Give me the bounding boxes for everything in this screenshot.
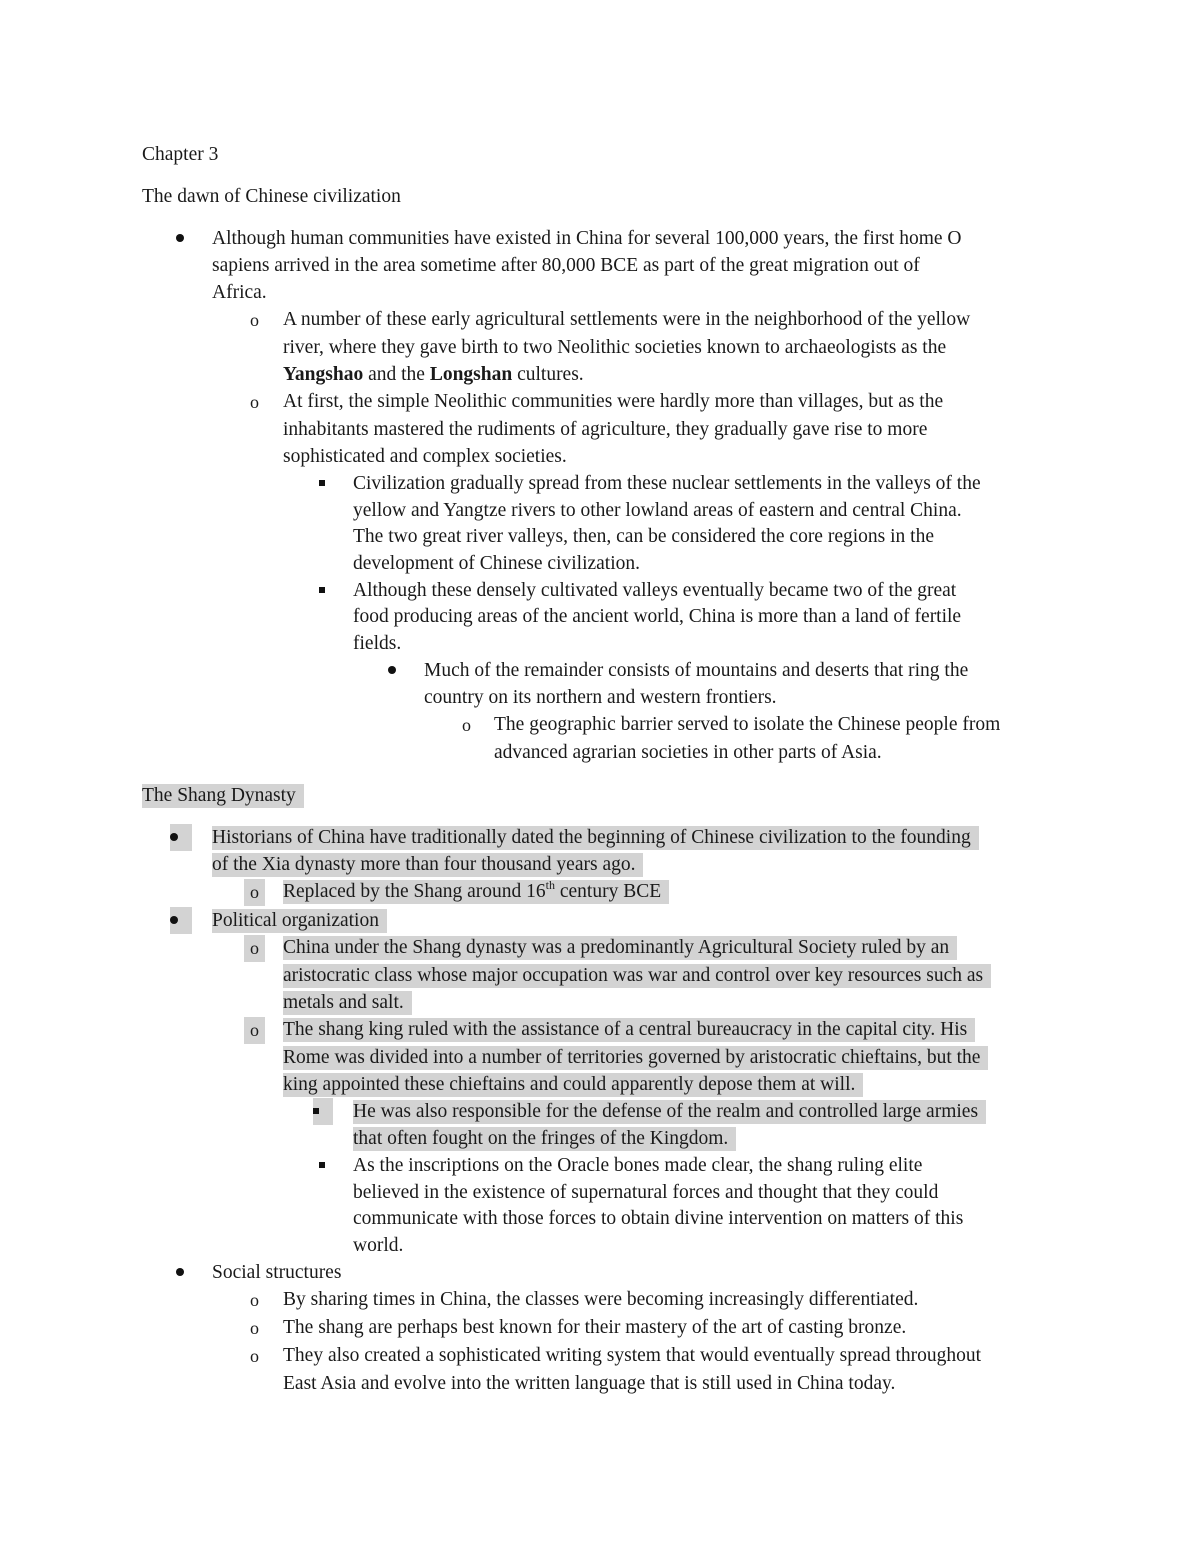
bullet-circle: o xyxy=(250,1318,259,1338)
list-item-text: The shang are perhaps best known for their mastery of the art of casting bronze. xyxy=(283,1317,907,1338)
bullet-disc xyxy=(388,657,398,684)
bullet-circle: o xyxy=(250,310,259,330)
bullet-square xyxy=(313,1098,333,1125)
list-item-text: sophisticated and complex societies. xyxy=(283,446,567,467)
list-item-text: fields. xyxy=(353,633,402,654)
list-item-text: advanced agrarian societies in other parts of Asia. xyxy=(494,742,882,763)
list-item-text: sapiens arrived in the area sometime after 80,000 BCE as part of the great migration out of xyxy=(212,255,920,276)
bullet-disc xyxy=(176,1259,186,1286)
list-item-text: Although human communities have existed in China for several 100,000 years, the first home O xyxy=(212,228,962,249)
bullet-circle: o xyxy=(250,1290,259,1310)
list-item-text: A number of these early agricultural settlements were in the neighborhood of the yellow xyxy=(283,309,971,330)
list-item-text: Although these densely cultivated valleys eventually became two of the great xyxy=(353,580,957,601)
section-title: The Shang Dynasty xyxy=(142,782,304,809)
list-item-text: Historians of China have traditionally dated the beginning of Chinese civilization to the founding xyxy=(212,824,979,851)
list-item-text: of the Xia dynasty more than four thousand years ago. xyxy=(212,851,643,878)
list-item-text: country on its northern and western frontiers. xyxy=(424,687,777,708)
bold-term: Longshan xyxy=(429,364,513,385)
bullet-square xyxy=(319,1152,327,1179)
bullet-circle: o xyxy=(244,935,265,962)
section-title: The dawn of Chinese civilization xyxy=(142,186,401,207)
list-item-text: development of Chinese civilization. xyxy=(353,553,641,574)
list-item-text: Much of the remainder consists of mountains and deserts that ring the xyxy=(424,660,969,681)
list-item-text: believed in the existence of supernatural forces and thought that they could xyxy=(353,1182,939,1203)
list-item-text: East Asia and evolve into the written language that is still used in China today. xyxy=(283,1373,896,1394)
bullet-square xyxy=(319,577,327,604)
list-item-text: He was also responsible for the defense of the realm and controlled large armies xyxy=(353,1098,986,1125)
bullet-circle: o xyxy=(250,392,259,412)
list-item-text: communicate with those forces to obtain divine intervention on matters of this xyxy=(353,1208,964,1229)
list-item-text: Political organization xyxy=(212,907,387,934)
list-item-text: yellow and Yangtze rivers to other lowland areas of eastern and central China. xyxy=(353,500,962,521)
list-item-text: king appointed these chieftains and could apparently depose them at will. xyxy=(283,1071,863,1098)
list-item-text: The shang king ruled with the assistance of a central bureaucracy in the capital city. His xyxy=(283,1016,975,1043)
list-item-text: that often fought on the fringes of the Kingdom. xyxy=(353,1125,736,1152)
list-item-text: aristocratic class whose major occupation was war and control over key resources such as xyxy=(283,962,991,989)
list-item-text: Replaced by the Shang around 16th century BCE xyxy=(283,878,669,905)
list-item-text: By sharing times in China, the classes were becoming increasingly differentiated. xyxy=(283,1289,919,1310)
bullet-circle: o xyxy=(250,1346,259,1366)
list-item-text: Rome was divided into a number of territories governed by aristocratic chieftains, but the xyxy=(283,1044,988,1071)
list-item-text: Yangshao and the Longshan cultures. xyxy=(283,364,584,385)
list-item-text: China under the Shang dynasty was a predominantly Agricultural Society ruled by an xyxy=(283,934,957,961)
list-item-text: metals and salt. xyxy=(283,989,412,1016)
list-item-text: The geographic barrier served to isolate the Chinese people from xyxy=(494,714,1001,735)
list-item-text: The two great river valleys, then, can be considered the core regions in the xyxy=(353,526,934,547)
list-item-text: Africa. xyxy=(212,282,267,303)
bold-term: Yangshao xyxy=(283,364,364,385)
list-item-text: As the inscriptions on the Oracle bones made clear, the shang ruling elite xyxy=(353,1155,923,1176)
bullet-disc xyxy=(176,225,186,252)
list-item-text: Social structures xyxy=(212,1262,342,1283)
list-item-text: Civilization gradually spread from these nuclear settlements in the valleys of the xyxy=(353,473,981,494)
list-item-text: They also created a sophisticated writing system that would eventually spread throughout xyxy=(283,1345,982,1366)
list-item-text: river, where they gave birth to two Neolithic societies known to archaeologists as the xyxy=(283,337,947,358)
bullet-square xyxy=(319,470,327,497)
bullet-disc xyxy=(170,907,192,934)
bullet-circle: o xyxy=(244,1017,265,1044)
list-item-text: inhabitants mastered the rudiments of agriculture, they gradually gave rise to more xyxy=(283,419,928,440)
bullet-disc xyxy=(170,824,192,851)
bullet-circle: o xyxy=(462,715,471,735)
list-item-text: world. xyxy=(353,1235,404,1256)
list-item-text: At first, the simple Neolithic communities were hardly more than villages, but as the xyxy=(283,391,944,412)
bullet-circle: o xyxy=(244,879,265,906)
chapter-title: Chapter 3 xyxy=(142,144,219,165)
list-item-text: food producing areas of the ancient world, China is more than a land of fertile xyxy=(353,606,962,627)
